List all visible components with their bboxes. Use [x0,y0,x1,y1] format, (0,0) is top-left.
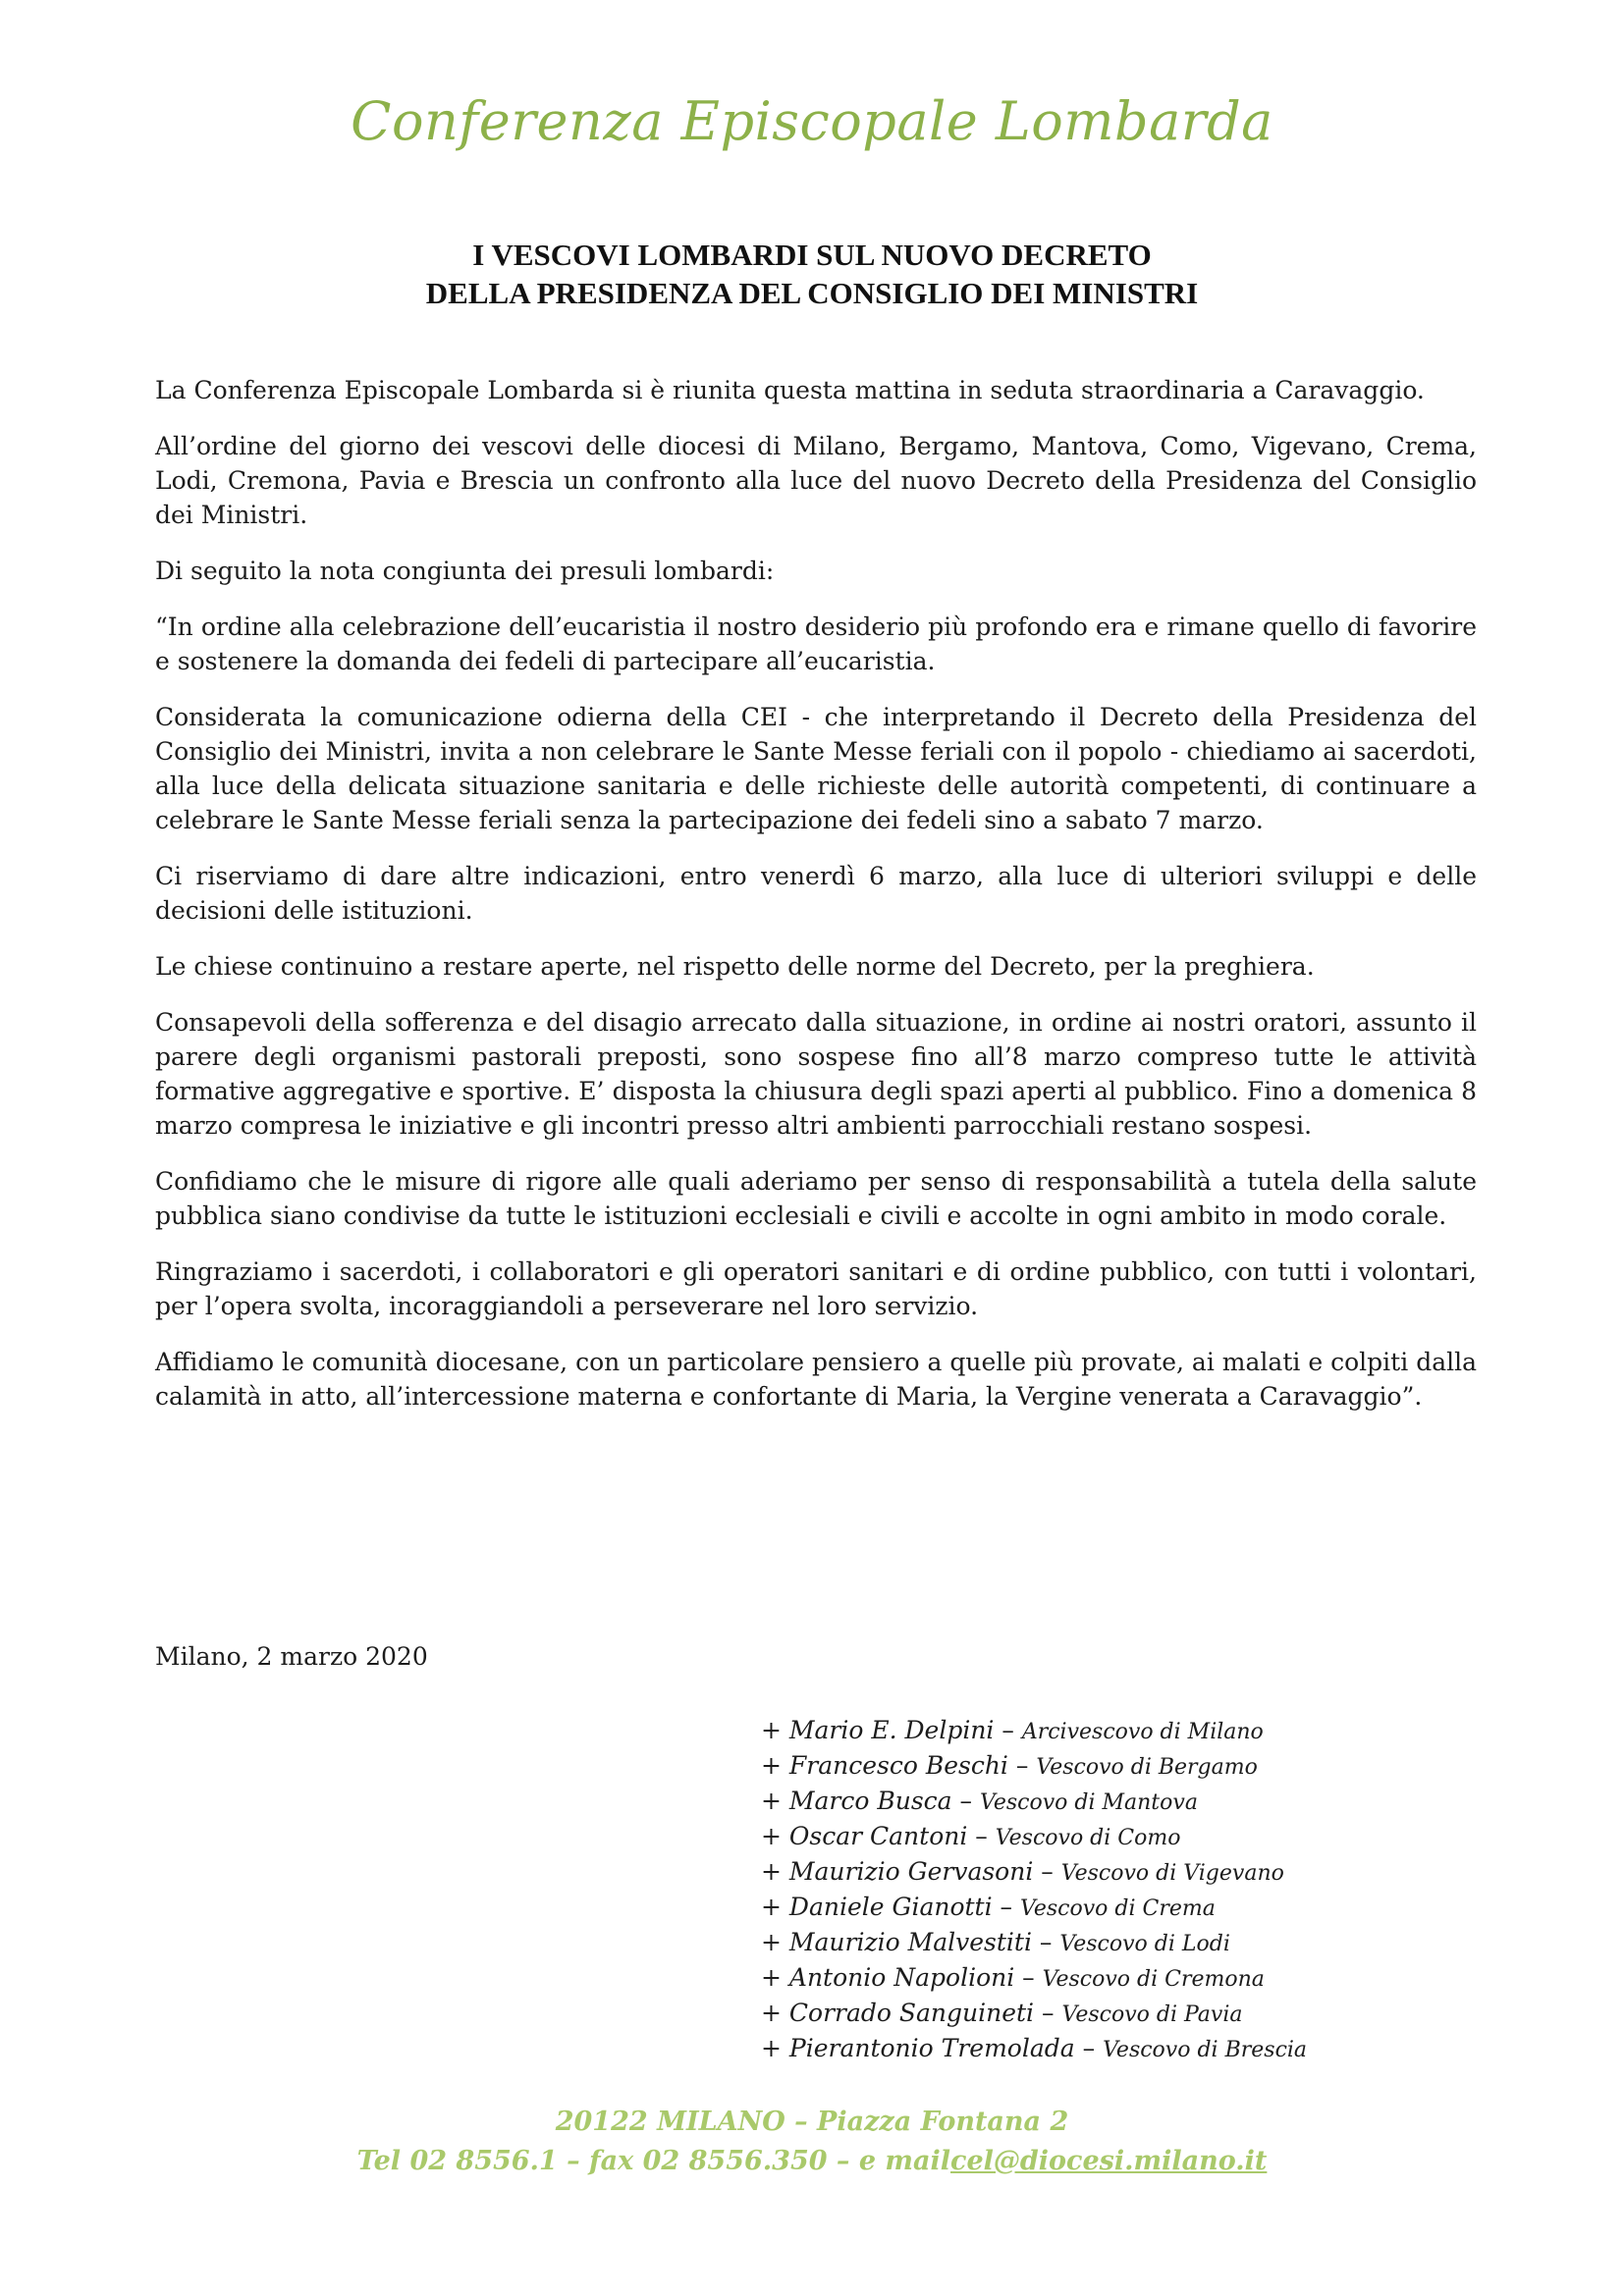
signatory-role: Vescovo di Mantova [979,1790,1198,1815]
body-paragraph: Confidiamo che le misure di rigore alle quali aderiamo per senso di responsabilità a tutela della salute pubblica siano condivise da tutte le istituzioni ecclesiali e civili e accolte in ogni ambito in modo corale. [155,1167,1477,1230]
body-paragraph: Ci riserviamo di dare altre indicazioni, entro venerdì 6 marzo, alla luce di ulteriori sviluppi e delle decisioni delle istituzioni. [155,862,1477,925]
signatory-row [761,1925,1527,1960]
signatory-role: Vescovo di Cremona [1042,1967,1265,1992]
signatory-separator: – [1014,1963,1043,1992]
signatory-role: Vescovo di Bergamo [1036,1755,1258,1780]
signatory-row [761,1784,1527,1819]
signatory-role: Arcivescovo di Milano [1021,1720,1264,1744]
footer-email-link[interactable]: cel@diocesi.milano.it [950,2146,1268,2176]
signatory-name: + Marco Busca [761,1787,952,1815]
signatory-name: + Daniele Gianotti [761,1893,993,1921]
signatory-name: + Maurizio Gervasoni [761,1857,1034,1886]
footer-address: 20122 MILANO – Piazza Fontana 2 [555,2107,1069,2137]
signatory-role: Vescovo di Crema [1020,1896,1216,1921]
footer-contacts [0,2142,1624,2181]
body-paragraph: Ringraziamo i sacerdoti, i collaboratori e gli operatori sanitari e di ordine pubblico, con tutti i volontari, per l’opera svolta, incoraggiandoli a perseverare nel loro servizio. [155,1257,1477,1320]
signatory-name: + Pierantonio Tremolada [761,2034,1075,2062]
document-title [0,236,1624,312]
signatory-name: + Francesco Beschi [761,1751,1008,1780]
body-paragraph: Le chiese continuino a restare aperte, nel rispetto delle norme del Decreto, per la preghiera. [155,952,1315,981]
signatory-row [761,1890,1527,1925]
signatories-list [761,1713,1527,2066]
signatory-row [761,2031,1527,2066]
signatory-row [761,1996,1527,2031]
signatory-name: + Oscar Cantoni [761,1822,968,1850]
signatory-name: + Maurizio Malvestiti [761,1928,1032,1956]
footer-phone-fax: Tel 02 8556.1 – fax 02 8556.350 – e mail [356,2146,950,2176]
signatory-separator: – [992,1893,1020,1921]
body-paragraph: La Conferenza Episcopale Lombarda si è riunita questa mattina in seduta straordinaria a Caravaggio. [155,376,1425,404]
signatory-name: + Mario E. Delpini [761,1716,995,1744]
signatory-name: + Corrado Sanguineti [761,1999,1035,2027]
body-paragraph: Considerata la comunicazione odierna della CEI - che interpretando il Decreto della Presidenza del Consiglio dei Ministri, invita a non celebrare le Sante Messe feriali con il popolo - chiediamo ai sacerdoti, alla luce della delicata situazione sanitaria e delle richieste delle autorità competenti, di continuare a celebrare le Sante Messe feriali senza la partecipazione dei fedeli sino a sabato 7 marzo. [155,703,1477,834]
body-paragraph: Affidiamo le comunità diocesane, con un particolare pensiero a quelle più provate, ai malati e colpiti dalla calamità in atto, all’intercessione materna e confortante di Maria, la Vergine venerata a Caravaggio”. [155,1348,1477,1411]
signatory-role: Vescovo di Como [995,1826,1181,1850]
signatory-role: Vescovo di Vigevano [1060,1861,1284,1886]
signatory-row [761,1854,1527,1890]
title-line-2: DELLA PRESIDENZA DEL CONSIGLIO DEI MINISTRI [425,276,1199,310]
title-line-1: I VESCOVI LOMBARDI SUL NUOVO DECRETO [472,238,1152,272]
signatory-row [761,1748,1527,1784]
signatory-separator: – [1033,1857,1061,1886]
body-paragraph: Di seguito la nota congiunta dei presuli lombardi: [155,557,775,585]
signatory-separator: – [994,1716,1022,1744]
signatory-separator: – [1074,2034,1104,2062]
signatory-separator: – [1031,1928,1060,1956]
signatory-role: Vescovo di Pavia [1061,2002,1243,2027]
signatory-role: Vescovo di Lodi [1059,1932,1230,1956]
signatory-name: + Antonio Napolioni [761,1963,1015,1992]
signatory-row [761,1713,1527,1748]
body-paragraph: Consapevoli della sofferenza e del disagio arrecato dalla situazione, in ordine ai nostri oratori, assunto il parere degli organismi pastorali preposti, sono sospese fino all’8 marzo compreso tutte le attività formative aggregative e sportive. E’ disposta la chiusura degli spazi aperti al pubblico. Fino a domenica 8 marzo compresa le iniziative e gli incontri presso altri ambienti parrocchiali restano sospesi. [155,1008,1477,1140]
date-line: Milano, 2 marzo 2020 [155,1642,428,1671]
signatory-separator: – [967,1822,996,1850]
document-body [155,373,1477,1435]
signatory-separator: – [951,1787,980,1815]
body-paragraph: All’ordine del giorno dei vescovi delle diocesi di Milano, Bergamo, Mantova, Como, Vigevano, Crema, Lodi, Cremona, Pavia e Brescia un confronto alla luce del nuovo Decreto della Presidenza del Consiglio dei Ministri. [155,432,1477,529]
body-paragraph: “In ordine alla celebrazione dell’eucaristia il nostro desiderio più profondo era e rimane quello di favorire e sostenere la domanda dei fedeli di partecipare all’eucaristia. [155,613,1477,675]
signatory-role: Vescovo di Brescia [1103,2038,1308,2062]
letterhead-organization: Conferenza Episcopale Lombarda [351,90,1273,152]
signatory-separator: – [1034,1999,1062,2027]
signatory-separator: – [1007,1751,1037,1780]
letterhead-footer [0,2103,1624,2181]
signatory-row [761,1819,1527,1854]
signatory-row [761,1960,1527,1996]
